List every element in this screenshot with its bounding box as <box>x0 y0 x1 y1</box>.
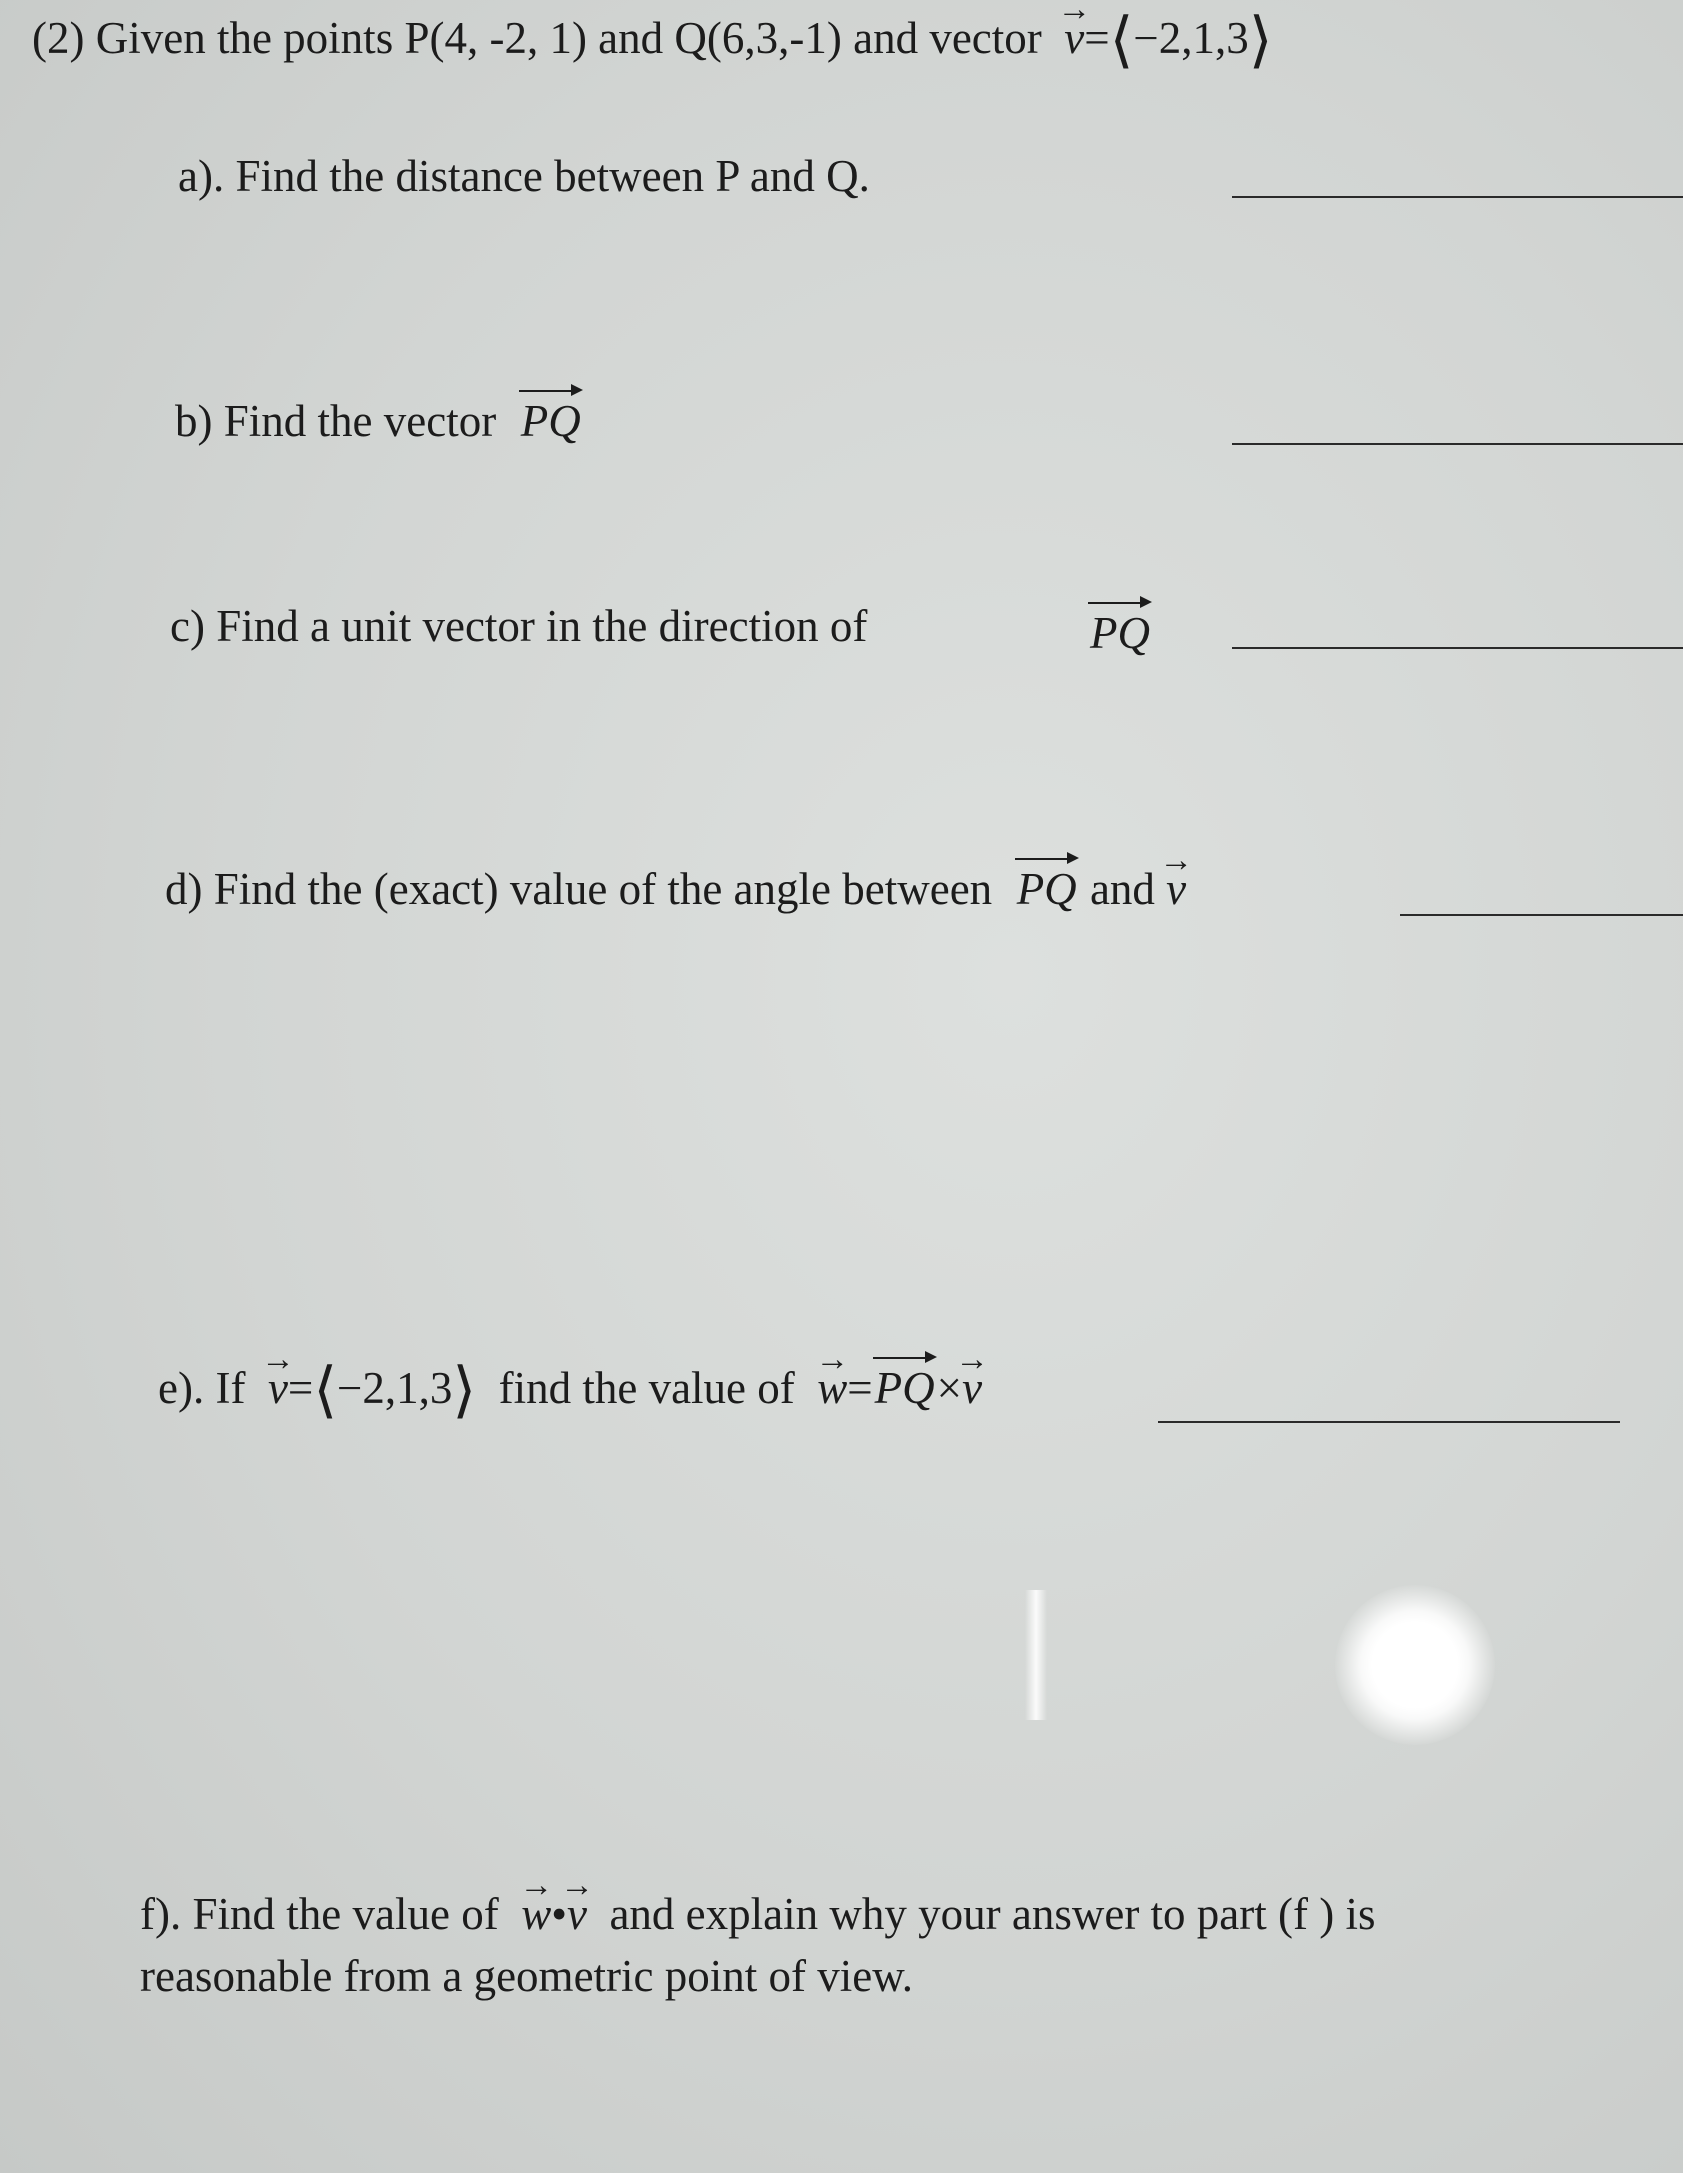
header-text: Given the points P(4, -2, 1) and Q(6,3,-1) and vector <box>95 13 1042 63</box>
part-f-line-1 <box>140 1888 1376 1940</box>
vector-v-symbol: → v <box>567 1888 587 1940</box>
part-b <box>175 395 583 447</box>
cross-product-expression <box>806 1363 982 1413</box>
equals-sign: = <box>287 1363 314 1413</box>
vector-pq-symbol: PQ <box>874 1363 935 1413</box>
part-c-label: c) <box>170 601 205 651</box>
part-f-line-2 <box>140 1950 913 2002</box>
part-b-label: b) <box>175 396 213 446</box>
right-angle-bracket: ⟩ <box>452 1357 477 1425</box>
vector-w-symbol: → w <box>521 1888 551 1940</box>
equals-sign: = <box>1084 13 1110 63</box>
left-angle-bracket: ⟨ <box>1109 7 1134 75</box>
part-d-conjunction: and <box>1089 864 1155 914</box>
vector-v-components: −2,1,3 <box>1133 13 1249 63</box>
vector-v-symbol: → v <box>962 1362 982 1414</box>
part-f-question-continued: reasonable from a geometric point of view. <box>140 1951 914 2001</box>
part-f-question-start: Find the value of <box>192 1889 499 1939</box>
part-f-label: f). <box>140 1889 182 1939</box>
vector-pq-symbol: PQ <box>1090 608 1150 658</box>
vector-v-symbol: → v <box>1166 863 1186 915</box>
equals-sign: = <box>847 1363 873 1413</box>
part-a <box>178 150 870 202</box>
vector-v-definition <box>257 1357 488 1425</box>
part-d <box>165 863 1186 915</box>
problem-number: (2) <box>32 13 85 63</box>
vector-v-components: −2,1,3 <box>337 1363 453 1413</box>
part-a-answer-blank[interactable] <box>1232 196 1683 198</box>
vector-v-definition <box>1053 7 1273 75</box>
problem-header <box>32 7 1273 75</box>
part-d-answer-blank[interactable] <box>1400 914 1683 916</box>
part-b-answer-blank[interactable] <box>1232 443 1683 445</box>
part-e-question: find the value of <box>498 1363 795 1413</box>
part-b-question: Find the vector <box>223 396 497 446</box>
part-f-question-end: and explain why your answer to part (f ) is <box>609 1889 1376 1939</box>
part-e-label: e). If <box>158 1363 246 1413</box>
part-a-question: Find the distance between P and Q. <box>235 151 870 201</box>
part-d-question: Find the (exact) value of the angle between <box>213 864 993 914</box>
part-a-label: a). <box>178 151 225 201</box>
part-c-vector <box>1088 607 1152 659</box>
vector-v-symbol: → v <box>1064 12 1084 64</box>
part-c-answer-blank[interactable] <box>1232 647 1683 649</box>
left-angle-bracket: ⟨ <box>313 1357 338 1425</box>
part-e-answer-blank[interactable] <box>1158 1421 1620 1423</box>
part-c <box>170 600 867 652</box>
light-glare <box>1335 1585 1495 1745</box>
part-d-label: d) <box>165 864 203 914</box>
dot-product-expression <box>510 1889 598 1939</box>
light-streak <box>1025 1590 1047 1720</box>
vector-w-symbol: → w <box>817 1362 847 1414</box>
right-angle-bracket: ⟩ <box>1248 7 1273 75</box>
cross-sign: × <box>936 1363 963 1413</box>
vector-v-symbol: → v <box>268 1362 288 1414</box>
part-c-question: Find a unit vector in the direction of <box>216 601 868 651</box>
part-e <box>158 1357 983 1425</box>
dot-sign: • <box>551 1889 567 1939</box>
vector-pq-symbol: PQ <box>1016 864 1077 914</box>
vector-pq-symbol: PQ <box>520 396 581 446</box>
